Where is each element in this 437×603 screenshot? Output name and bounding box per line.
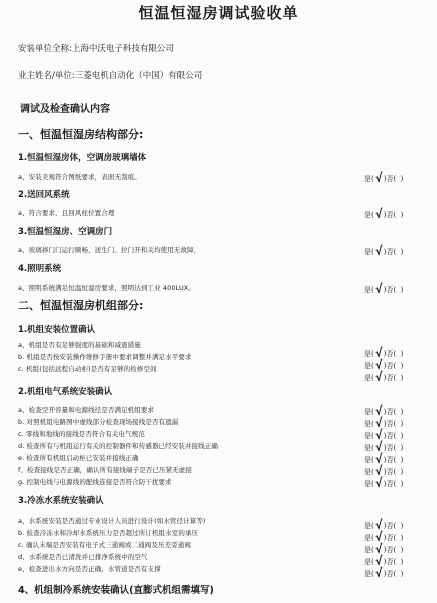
no-label: 否 [386, 432, 394, 440]
no-label: 否 [386, 362, 394, 370]
part2-group3-item-b: b. 检查冷冻水和冷却水系统压力是否超过所订机组水室的承压 [18, 529, 199, 537]
part1-group3-heading: 3.恒温恒湿房、空调房门 [18, 227, 113, 237]
part1-group1-item-a: a、安装美观符合图纸要求，表面无刮痕。 [18, 173, 141, 181]
tick-icon: √ [374, 541, 384, 557]
part2-group2-item-d: d. 检查所有与机组运行有关的控制器件和传感器已经安装并接线正确 [18, 442, 218, 450]
check-mark: 是(√)否( ) [364, 170, 404, 186]
tick-icon: √ [374, 345, 384, 361]
no-label: 否 [386, 468, 394, 476]
tick-icon: √ [374, 517, 384, 533]
owner-label: 业主姓名/单位: [18, 71, 75, 81]
owner-line [18, 69, 202, 81]
no-label: 否 [386, 558, 394, 566]
tick-icon: √ [374, 369, 384, 385]
part1-group1-heading: 1.恒温恒湿房体，空调房玻璃墙体 [18, 153, 147, 163]
part2-group3-item-e: e、检查进出水方向是否正确，水管道是否有支撑 [18, 565, 161, 573]
check-mark: 是(√)否( ) [364, 281, 404, 297]
check-mark: 是(√)否( ) [364, 439, 404, 455]
yes-label: 是 [364, 175, 371, 183]
no-label: 否 [386, 420, 394, 428]
tick-icon: √ [374, 403, 384, 419]
check-mark: 是(√)否( ) [364, 541, 404, 557]
no-label: 否 [386, 175, 394, 183]
tick-icon: √ [374, 427, 384, 443]
no-label: 否 [386, 522, 394, 530]
section-intro-heading: 调试及检查确认内容 [20, 104, 110, 115]
part2-group2-heading: 2.机组电气系统安装确认 [18, 387, 113, 397]
yes-label: 是 [364, 570, 371, 578]
page-title: 恒温恒湿房调试验收单 [138, 4, 299, 22]
part2-group4-heading: 4、机组制冷系统安装确认(直膨式机组需填写) [18, 585, 214, 596]
part1-group4-heading: 4.照明系统 [18, 264, 62, 274]
part2-group1-item-c: c. 机组(包括远程自动柜)是否有足够的检修空间 [18, 365, 157, 373]
tick-icon: √ [374, 565, 384, 581]
no-label: 否 [386, 444, 394, 452]
no-label: 否 [386, 456, 394, 464]
yes-label: 是 [364, 558, 371, 566]
tick-icon: √ [374, 357, 384, 373]
check-mark: 是(√)否( ) [364, 463, 404, 479]
part2-group2-item-b: b. 对照机组电路图中虚线部分检查现场接线是否有遗漏 [18, 418, 179, 426]
tick-icon: √ [374, 281, 384, 297]
part1-heading: 一、恒温恒湿房结构部分: [18, 128, 144, 141]
no-label: 否 [386, 286, 394, 294]
no-label: 否 [386, 374, 394, 382]
check-mark: 是(√)否( ) [364, 553, 404, 569]
part1-group2-heading: 2.送回风系统 [18, 190, 70, 200]
yes-label: 是 [364, 432, 371, 440]
yes-label: 是 [364, 522, 371, 530]
tick-icon: √ [374, 451, 384, 467]
no-label: 否 [386, 480, 394, 488]
check-mark: 是(√)否( ) [364, 403, 404, 419]
part1-group3-item-a: a、玻璃移门门运行顺畅，送生门、拉门开和关均使用无故障， [18, 246, 201, 254]
yes-label: 是 [364, 420, 371, 428]
part2-group1-item-b: b. 机组是否按安装操作维修手册中要求调整并满足水平要求 [18, 353, 192, 361]
check-mark: 是(√)否( ) [364, 345, 404, 361]
tick-icon: √ [374, 463, 384, 479]
check-mark: 是(√)否( ) [364, 206, 404, 222]
yes-label: 是 [364, 534, 371, 542]
yes-label: 是 [364, 362, 371, 370]
yes-label: 是 [364, 480, 371, 488]
no-label: 否 [386, 546, 394, 554]
check-mark: 是(√)否( ) [364, 369, 404, 385]
yes-label: 是 [364, 546, 371, 554]
part2-group2-item-e: e. 检查所有机组启动柜已安装并接线正确 [18, 454, 139, 462]
install-unit-label: 安装单位全称: [18, 44, 72, 54]
part2-group3-item-c: c. 确认末端是否安装有电子式三通阀或二通阀及压差旁通阀 [18, 541, 192, 549]
yes-label: 是 [364, 286, 371, 294]
no-label: 否 [386, 534, 394, 542]
yes-label: 是 [364, 211, 371, 219]
owner-value: 三菱电机自动化（中国）有限公司 [74, 71, 203, 81]
part2-heading: 二、恒温恒湿房机组部分: [18, 299, 144, 312]
yes-label: 是 [364, 350, 371, 358]
part2-group2-item-g: g. 控制电线与电源线的配线连接是否符合防干扰要求 [18, 478, 172, 486]
yes-label: 是 [364, 374, 371, 382]
check-mark: 是(√)否( ) [364, 415, 404, 431]
part2-group2-item-c: c. 零线和地线的接线是否符合有关电气规范 [18, 430, 145, 438]
yes-label: 是 [364, 408, 371, 416]
tick-icon: √ [374, 439, 384, 455]
tick-icon: √ [374, 529, 384, 545]
install-unit-line [18, 42, 174, 54]
check-mark: 是(√)否( ) [364, 357, 404, 373]
yes-label: 是 [364, 444, 371, 452]
check-mark: 是(√)否( ) [364, 565, 404, 581]
check-mark: 是(√)否( ) [364, 243, 404, 259]
no-label: 否 [386, 350, 394, 358]
check-mark: 是(√)否( ) [364, 517, 404, 533]
tick-icon: √ [374, 415, 384, 431]
tick-icon: √ [374, 170, 384, 186]
tick-icon: √ [374, 243, 384, 259]
part1-group2-item-a: a、符合要求，且回风柱位置合理 [18, 209, 115, 217]
tick-icon: √ [374, 475, 384, 491]
no-label: 否 [386, 248, 394, 256]
yes-label: 是 [364, 248, 371, 256]
yes-label: 是 [364, 468, 371, 476]
part2-group3-item-a: a、水系统安装是否通过专业设计人员进行设计(如水管径计算等) [18, 517, 206, 525]
part2-group1-item-a: a、机组是否有足够强度的基础和减震措施 [18, 341, 141, 349]
part1-group4-item-a: a、照明系统满足恒温恒湿房要求，照明达到工业 400LUX。 [18, 284, 195, 292]
install-unit-value: 上海中沃电子科技有限公司 [71, 44, 174, 54]
tick-icon: √ [374, 206, 384, 222]
yes-label: 是 [364, 456, 371, 464]
no-label: 否 [386, 211, 394, 219]
no-label: 否 [386, 408, 394, 416]
check-mark: 是(√)否( ) [364, 475, 404, 491]
part2-group2-item-a: a、检查空开容量和电源线径是否满足机组要求 [18, 406, 155, 414]
check-mark: 是(√)否( ) [364, 451, 404, 467]
part2-group2-item-f: f、检查接线是否正确，确认所有接线端子是否已压紧无虚接 [18, 466, 192, 474]
no-label: 否 [386, 570, 394, 578]
part2-group1-heading: 1.机组安装位置确认 [18, 325, 96, 335]
check-mark: 是(√)否( ) [364, 427, 404, 443]
part2-group3-item-d: d、水系统是否已清洗并已排净系统中的空气 [18, 553, 148, 561]
check-mark: 是(√)否( ) [364, 529, 404, 545]
part2-group3-heading: 3.冷冻水系统安装确认 [18, 496, 104, 506]
tick-icon: √ [374, 553, 384, 569]
